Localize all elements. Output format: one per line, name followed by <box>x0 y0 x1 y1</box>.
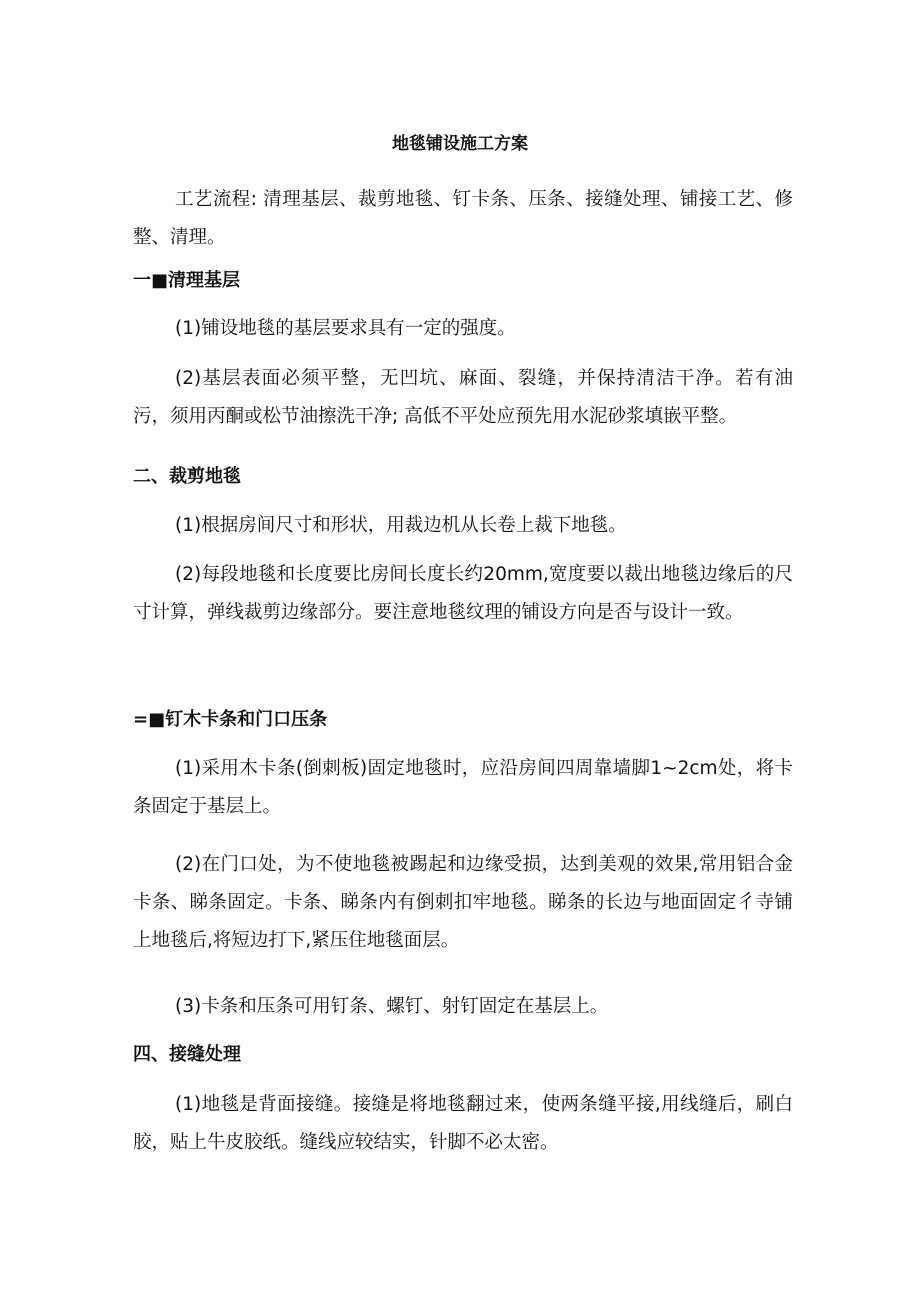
paragraph: (2)每段地毯和长度要比房间长度长约20mm,宽度要以裁出地毯边缘后的尺寸计算，弹线裁剪边缘部分。要注意地毯纹理的铺设方向是否与设计一致。 <box>133 564 793 623</box>
paragraph: (1)地毯是背面接缝。接缝是将地毯翻过来，使两条缝平接,用线缝后，刷白胶，贴上牛皮胶纸。缝线应较结实，针脚不必太密。 <box>133 1094 793 1153</box>
section-heading-seam-treatment: 四、接缝处理 <box>133 1044 241 1065</box>
section-heading-cut-carpet: 二、裁剪地毯 <box>133 466 241 487</box>
document-title: 地毯铺设施工方案 <box>392 134 528 154</box>
section-heading-clean-base: 一■清理基层 <box>133 270 241 291</box>
paragraph: (2)基层表面必须平整，无凹坑、麻面、裂缝，并保持清洁干净。若有油污，须用丙酮或松节油擦洗干净; 高低不平处应预先用水泥砂浆填嵌平整。 <box>133 368 793 427</box>
paragraph: (1)铺设地毯的基层要求具有一定的强度。 <box>175 318 516 339</box>
paragraph: (1)根据房间尺寸和形状，用裁边机从长卷上裁下地毯。 <box>175 515 627 536</box>
paragraph: (1)采用木卡条(倒刺板)固定地毯时，应沿房间四周靠墙脚1~2cm处，将卡条固定于基层上。 <box>133 758 793 817</box>
process-flow-paragraph: 工艺流程: 清理基层、裁剪地毯、钉卡条、压条、接缝处理、铺接工艺、修整、清理。 <box>133 189 793 248</box>
paragraph: (3)卡条和压条可用钉条、螺钉、射钉固定在基层上。 <box>175 996 609 1017</box>
section-heading-tack-strips: =■钉木卡条和门口压条 <box>133 709 328 730</box>
paragraph: (2)在门口处，为不使地毯被踢起和边缘受损，达到美观的效果,常用铝合金卡条、睇条固定。卡条、睇条内有倒刺扣牢地毯。睇条的长边与地面固定彳寺铺上地毯后,将短边打下,紧压住地毯面层。 <box>133 854 793 951</box>
